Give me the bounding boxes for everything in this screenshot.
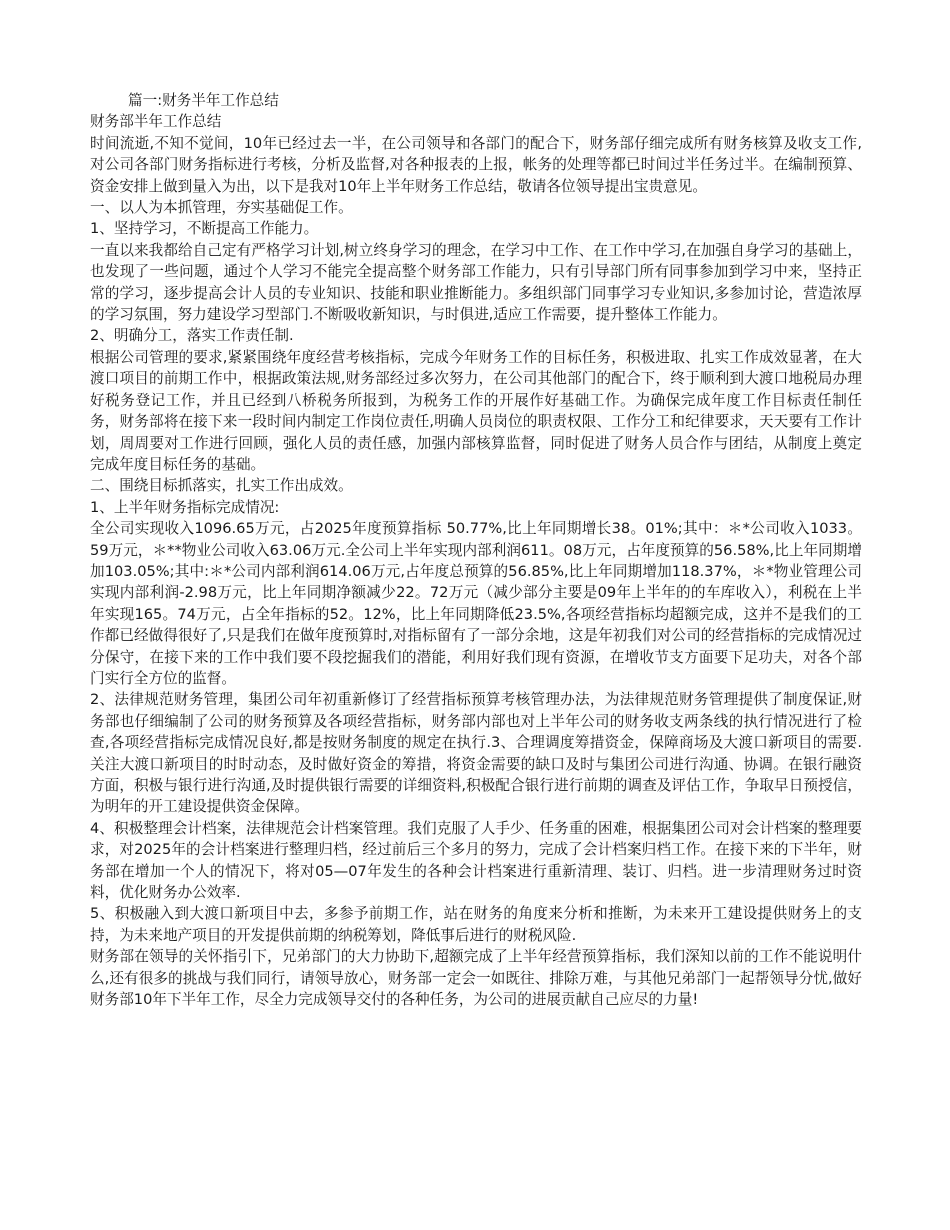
body-paragraph: 一、以人为本抓管理，夯实基础促工作。 — [90, 199, 353, 217]
body-paragraph: 1、上半年财务指标完成情况: — [90, 498, 280, 516]
body-paragraph: 一直以来我都给自己定有严格学习计划,树立终身学习的理念，在学习中工作、在工作中学习,在加强自身学习的基础上，也发现了一些问题，通过个人学习不能完全提高整个财务部工作能力，只有引导部门所有同事参加到学习中来，坚持正常的学习，逐步提高会计人员的专业知识、技能和职业推断能力。多组织部门同事学习专业知识,多参加讨论，营造浓厚的学习氛围，努力建设学习型部门.不断吸收新知识，与时俱进,适应工作需要，提升整体工作能力。 — [90, 241, 862, 324]
body-paragraph: 时间流逝,不知不觉间，10年已经过去一半，在公司领导和各部门的配合下，财务部仔细完成所有财务核算及收支工作,对公司各部门财务指标进行考核，分析及监督,对各种报表的上报，帐务的处理等都已时间过半任务过半。在编制预算、资金安排上做到量入为出，以下是我对10年上半年财务工作总结，敬请各位领导提出宝贵意见。 — [90, 134, 862, 195]
body-paragraph: 2、法律规范财务管理，集团公司年初重新修订了经营指标预算考核管理办法，为法律规范财务管理提供了制度保证,财务部也仔细编制了公司的财务预算及各项经营指标，财务部内部也对上半年公司的财务收支两条线的执行情况进行了检查,各项经营指标完成情况良好,都是按财务制度的规定在执行.3、合理调度筹措资金，保障商场及大渡口新项目的需要.关注大渡口新项目的时时动态，及时做好资金的筹措，将资金需要的缺口及时与集团公司进行沟通、协调。在银行融资方面，积极与银行进行沟通,及时提供银行需要的详细资料,积极配合银行进行前期的调查及评估工作，争取早日预授信，为明年的开工建设提供资金保障。 — [90, 691, 862, 816]
body-paragraph: 1、坚持学习，不断提高工作能力。 — [90, 220, 319, 238]
body-paragraph: 根据公司管理的要求,紧紧围绕年度经营考核指标，完成今年财务工作的目标任务，积极进取、扎实工作成效显著，在大渡口项目的前期工作中，根据政策法规,财务部经过多次努力，在公司其他部门的配合下，终于顺利到大渡口地税局办理好税务登记工作，并且已经到八桥税务所报到，为税务工作的开展作好基础工作。为确保完成年度工作目标责任制任务，财务部将在接下来一段时间内制定工作岗位责任,明确人员岗位的职责权限、工作分工和纪律要求，天天要有工作计划，周周要对工作进行回顾，强化人员的责任感，加强内部核算监督，同时促进了财务人员合作与团结，从制度上奠定完成年度目标任务的基础。 — [90, 348, 862, 473]
body-paragraph: 财务部半年工作总结 — [90, 113, 222, 131]
document-page — [90, 90, 862, 1010]
body-paragraph: 5、积极融入到大渡口新项目中去，多参予前期工作，站在财务的角度来分析和推断，为未来开工建设提供财务上的支持，为未来地产项目的开发提供前期的纳税筹划，降低事后进行的财税风险. — [90, 905, 862, 944]
body-paragraph: 财务部在领导的关怀指引下，兄弟部门的大力协助下,超额完成了上半年经营预算指标，我们深知以前的工作不能说明什么,还有很多的挑战与我们同行，请领导放心，财务部一定会一如既往、排除万难，与其他兄弟部门一起帮领导分忧,做好财务部10年下半年工作，尽全力完成领导交付的各种任务，为公司的进展贡献自己应尽的力量! — [90, 948, 862, 1009]
document-title: 篇一:财务半年工作总结 — [128, 92, 279, 109]
document-body — [90, 111, 862, 1010]
body-paragraph: 2、明确分工，落实工作责任制. — [90, 327, 294, 345]
body-paragraph: 二、围绕目标抓落实，扎实工作出成效。 — [90, 477, 353, 495]
body-paragraph: 4、积极整理会计档案，法律规范会计档案管理。我们克服了人手少、任务重的困难，根据集团公司对会计档案的整理要求，对2025年的会计档案进行整理归档，经过前后三个多月的努力，完成了会计档案归档工作。在接下来的下半年，财务部在增加一个人的情况下，将对05—07年发生的各种会计档案进行重新清理、装订、归档。进一步清理财务过时资料，优化财务办公效率. — [90, 819, 862, 902]
body-paragraph: 全公司实现收入1096.65万元，占2025年度预算指标 50.77%,比上年同期增长38。01%;其中：＊*公司收入1033。59万元，＊**物业公司收入63.06万元.全公司上半年实现内部利润611。08万元，占年度预算的56.58%,比上年同期增加103.05%;其中:＊*公司内部利润614.06万元,占年度总预算的56.85%,比上年同期增加118.37%，＊*物业管理公司实现内部利润-2.98万元，比上年同期净额减少22。72万元（减少部分主要是09年上半年的的车库收入），利税在上半年实现165。74万元，占全年指标的52。12%，比上年同期降低23.5%,各项经营指标均超额完成，这并不是我们的工作都已经做得很好了,只是我们在做年度预算时,对指标留有了一部分余地，这是年初我们对公司的经营指标的完成情况过分保守，在接下来的工作中我们要不段挖掘我们的潜能，利用好我们现有资源，在增收节支方面要下足功夫，对各个部门实行全方位的监督。 — [90, 520, 862, 687]
